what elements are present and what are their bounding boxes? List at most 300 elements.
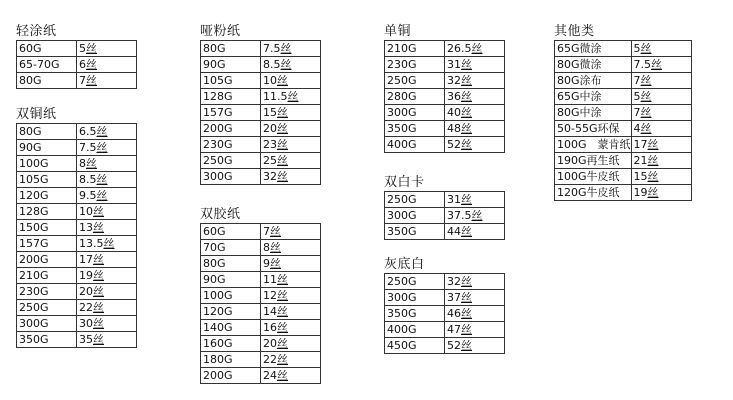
thickness-cell [261, 121, 321, 137]
thickness-value: 8 [79, 157, 86, 170]
thickness-value: 4 [633, 122, 641, 135]
thickness-value: 17 [79, 253, 93, 266]
thickness-unit: 丝 [277, 305, 288, 318]
paper-weight-cell: 100G 蒙肯纸 [555, 137, 632, 153]
thickness-unit: 丝 [277, 289, 288, 302]
paper-weight-cell: 230G [201, 137, 261, 153]
thickness-unit: 丝 [471, 42, 483, 55]
thickness-value: 9 [263, 257, 270, 270]
table-row [17, 300, 137, 316]
thickness-cell [631, 169, 691, 185]
group-shuangtong [16, 108, 137, 348]
thickness-cell [445, 290, 505, 306]
paper-weight-cell: 65G微涂 [555, 41, 632, 57]
thickness-value: 37.5 [447, 209, 472, 222]
thickness-unit: 丝 [647, 170, 659, 183]
thickness-value: 9.5 [79, 189, 97, 202]
paper-weight-cell: 230G [17, 284, 77, 300]
table-row [555, 89, 692, 105]
table-row [201, 368, 321, 384]
group-dantong [384, 25, 505, 153]
paper-table-huidi [384, 273, 505, 354]
table-row [385, 338, 505, 354]
thickness-cell [261, 256, 321, 272]
table-row [17, 124, 137, 140]
thickness-value: 13 [79, 221, 93, 234]
paper-weight-cell: 60G [201, 224, 261, 240]
thickness-value: 31 [447, 193, 461, 206]
thickness-cell [77, 220, 137, 236]
group-shuangbai [384, 176, 505, 240]
thickness-unit: 丝 [277, 170, 288, 183]
thickness-unit: 丝 [93, 333, 104, 346]
group-qita [554, 25, 692, 201]
thickness-unit: 丝 [96, 173, 108, 186]
thickness-value: 32 [263, 170, 277, 183]
thickness-unit: 丝 [647, 138, 659, 151]
thickness-unit: 丝 [93, 301, 104, 314]
thickness-cell [445, 192, 505, 208]
table-row [201, 73, 321, 89]
paper-weight-cell: 90G [201, 272, 261, 288]
table-row [385, 121, 505, 137]
thickness-cell [445, 322, 505, 338]
thickness-unit: 丝 [277, 369, 288, 382]
thickness-unit: 丝 [96, 189, 108, 202]
thickness-unit: 丝 [270, 225, 281, 238]
paper-weight-cell: 105G [17, 172, 77, 188]
thickness-cell [261, 304, 321, 320]
thickness-value: 10 [263, 74, 277, 87]
paper-table-shuangjiao [200, 223, 321, 384]
thickness-unit: 丝 [270, 241, 281, 254]
thickness-cell [261, 137, 321, 153]
thickness-cell [77, 156, 137, 172]
table-row [385, 274, 505, 290]
group-qingtu [16, 25, 137, 89]
thickness-cell [631, 89, 691, 105]
group-title-qita: 其他类 [554, 24, 595, 39]
thickness-unit: 丝 [461, 122, 472, 135]
paper-weight-cell: 450G [385, 338, 445, 354]
thickness-unit: 丝 [93, 221, 104, 234]
table-row [385, 322, 505, 338]
table-row [385, 41, 505, 57]
thickness-cell [261, 224, 321, 240]
paper-weight-cell: 70G [201, 240, 261, 256]
paper-weight-cell: 400G [385, 137, 445, 153]
table-row [17, 268, 137, 284]
thickness-value: 32 [447, 275, 461, 288]
thickness-cell [445, 208, 505, 224]
paper-weight-cell: 300G [201, 169, 261, 185]
thickness-value: 47 [447, 323, 461, 336]
table-row [555, 105, 692, 121]
thickness-cell [445, 274, 505, 290]
thickness-cell [77, 252, 137, 268]
table-row [201, 240, 321, 256]
paper-weight-cell: 210G [17, 268, 77, 284]
thickness-unit: 丝 [86, 74, 97, 87]
paper-weight-cell: 128G [201, 89, 261, 105]
thickness-value: 22 [263, 353, 277, 366]
paper-weight-cell: 157G [17, 236, 77, 252]
table-row [17, 188, 137, 204]
table-row [555, 153, 692, 169]
paper-weight-cell: 80G [17, 73, 77, 89]
thickness-cell [261, 41, 321, 57]
group-yafen [200, 25, 321, 185]
table-row [17, 220, 137, 236]
paper-weight-cell: 65-70G [17, 57, 77, 73]
thickness-value: 6 [79, 58, 86, 71]
thickness-cell [77, 57, 137, 73]
paper-weight-cell: 60G [17, 41, 77, 57]
thickness-value: 31 [447, 58, 461, 71]
thickness-cell [631, 57, 691, 73]
thickness-cell [77, 172, 137, 188]
thickness-unit: 丝 [461, 339, 472, 352]
thickness-value: 22 [79, 301, 93, 314]
thickness-unit: 丝 [280, 58, 292, 71]
thickness-value: 5 [633, 42, 641, 55]
table-row [385, 290, 505, 306]
thickness-cell [261, 105, 321, 121]
thickness-value: 23 [263, 138, 277, 151]
paper-weight-cell: 65G中涂 [555, 89, 632, 105]
thickness-cell [631, 185, 691, 201]
thickness-value: 44 [447, 225, 461, 238]
paper-weight-cell: 100G [201, 288, 261, 304]
thickness-unit: 丝 [640, 90, 652, 103]
thickness-unit: 丝 [647, 154, 659, 167]
table-row [555, 41, 692, 57]
thickness-unit: 丝 [86, 157, 97, 170]
paper-weight-cell: 400G [385, 322, 445, 338]
thickness-unit: 丝 [86, 58, 97, 71]
table-row [201, 169, 321, 185]
paper-weight-cell: 250G [201, 153, 261, 169]
thickness-cell [261, 320, 321, 336]
paper-weight-cell: 230G [385, 57, 445, 73]
table-row [201, 105, 321, 121]
thickness-value: 32 [447, 74, 461, 87]
thickness-unit: 丝 [471, 209, 483, 222]
thickness-unit: 丝 [93, 269, 104, 282]
thickness-value: 8 [263, 241, 270, 254]
thickness-unit: 丝 [93, 285, 104, 298]
table-row [385, 192, 505, 208]
thickness-unit: 丝 [461, 323, 472, 336]
paper-weight-cell: 80G [201, 41, 261, 57]
thickness-cell [445, 89, 505, 105]
thickness-value: 8.5 [263, 58, 281, 71]
thickness-value: 7 [633, 106, 641, 119]
thickness-cell [261, 73, 321, 89]
table-row [201, 352, 321, 368]
table-row [201, 336, 321, 352]
paper-weight-cell: 350G [385, 306, 445, 322]
thickness-cell [445, 121, 505, 137]
paper-weight-cell: 210G [385, 41, 445, 57]
thickness-cell [445, 338, 505, 354]
thickness-unit: 丝 [640, 74, 652, 87]
thickness-value: 46 [447, 307, 461, 320]
thickness-cell [77, 236, 137, 252]
table-row [201, 224, 321, 240]
table-row [17, 73, 137, 89]
paper-weight-cell: 80G微涂 [555, 57, 632, 73]
thickness-unit: 丝 [277, 138, 288, 151]
thickness-cell [77, 316, 137, 332]
thickness-cell [445, 137, 505, 153]
thickness-value: 20 [263, 337, 277, 350]
thickness-unit: 丝 [461, 307, 472, 320]
group-title-huidi: 灰底白 [384, 257, 425, 272]
paper-weight-cell: 180G [201, 352, 261, 368]
thickness-cell [631, 105, 691, 121]
thickness-cell [261, 57, 321, 73]
group-shuangjiao [200, 208, 321, 384]
group-huidi [384, 258, 505, 354]
table-row [17, 41, 137, 57]
thickness-cell [261, 352, 321, 368]
thickness-cell [631, 137, 691, 153]
paper-weight-cell: 200G [201, 121, 261, 137]
thickness-cell [445, 224, 505, 240]
table-row [385, 224, 505, 240]
table-row [201, 320, 321, 336]
thickness-unit: 丝 [461, 90, 472, 103]
thickness-value: 13.5 [79, 237, 104, 250]
thickness-cell [77, 73, 137, 89]
group-title-qingtu: 轻涂纸 [16, 24, 57, 39]
thickness-value: 52 [447, 138, 461, 151]
thickness-unit: 丝 [86, 42, 97, 55]
thickness-value: 48 [447, 122, 461, 135]
paper-weight-cell: 100G牛皮纸 [555, 169, 632, 185]
thickness-unit: 丝 [277, 353, 288, 366]
paper-weight-cell: 300G [385, 290, 445, 306]
thickness-value: 8.5 [79, 173, 97, 186]
paper-weight-cell: 250G [385, 192, 445, 208]
paper-table-qita [554, 40, 692, 201]
paper-weight-cell: 250G [385, 274, 445, 290]
thickness-value: 20 [79, 285, 93, 298]
thickness-value: 15 [633, 170, 648, 183]
table-row [385, 105, 505, 121]
table-row [555, 73, 692, 89]
thickness-unit: 丝 [93, 253, 104, 266]
table-row [201, 121, 321, 137]
thickness-cell [631, 73, 691, 89]
paper-weight-cell: 250G [385, 73, 445, 89]
paper-weight-cell: 200G [17, 252, 77, 268]
paper-weight-cell: 80G涂布 [555, 73, 632, 89]
thickness-unit: 丝 [96, 125, 108, 138]
thickness-value: 36 [447, 90, 461, 103]
thickness-value: 24 [263, 369, 277, 382]
thickness-value: 16 [263, 321, 277, 334]
table-row [555, 121, 692, 137]
thickness-value: 7.5 [263, 42, 281, 55]
thickness-cell [261, 368, 321, 384]
thickness-unit: 丝 [277, 337, 288, 350]
thickness-unit: 丝 [277, 74, 288, 87]
thickness-value: 25 [263, 154, 277, 167]
thickness-unit: 丝 [647, 186, 659, 199]
thickness-cell [261, 272, 321, 288]
thickness-value: 7 [633, 74, 641, 87]
thickness-cell [445, 105, 505, 121]
thickness-unit: 丝 [277, 273, 288, 286]
paper-table-shuangbai [384, 191, 505, 240]
thickness-unit: 丝 [461, 106, 472, 119]
paper-weight-cell: 300G [385, 208, 445, 224]
paper-weight-cell: 160G [201, 336, 261, 352]
thickness-cell [77, 284, 137, 300]
table-row [201, 153, 321, 169]
table-row [385, 73, 505, 89]
table-row [17, 172, 137, 188]
paper-weight-cell: 80G [17, 124, 77, 140]
thickness-cell [631, 41, 691, 57]
thickness-cell [261, 336, 321, 352]
thickness-cell [445, 57, 505, 73]
thickness-value: 19 [633, 186, 648, 199]
paper-weight-cell: 100G [17, 156, 77, 172]
table-row [201, 41, 321, 57]
paper-weight-cell: 300G [385, 105, 445, 121]
table-row [17, 252, 137, 268]
thickness-unit: 丝 [287, 90, 299, 103]
thickness-unit: 丝 [93, 317, 104, 330]
table-row [201, 57, 321, 73]
paper-weight-cell: 80G中涂 [555, 105, 632, 121]
paper-table-shuangtong [16, 123, 137, 348]
table-row [17, 57, 137, 73]
thickness-cell [445, 73, 505, 89]
thickness-unit: 丝 [640, 42, 652, 55]
thickness-cell [631, 121, 691, 137]
thickness-cell [631, 153, 691, 169]
thickness-unit: 丝 [270, 257, 281, 270]
thickness-value: 11.5 [263, 90, 288, 103]
thickness-value: 30 [79, 317, 93, 330]
thickness-value: 5 [79, 42, 86, 55]
paper-weight-cell: 300G [17, 316, 77, 332]
thickness-cell [77, 268, 137, 284]
thickness-value: 21 [633, 154, 648, 167]
thickness-value: 12 [263, 289, 277, 302]
thickness-unit: 丝 [461, 291, 472, 304]
table-row [17, 332, 137, 348]
group-title-shuangtong: 双铜纸 [16, 107, 57, 122]
thickness-unit: 丝 [280, 42, 292, 55]
paper-weight-cell: 105G [201, 73, 261, 89]
thickness-value: 7.5 [633, 58, 652, 71]
thickness-unit: 丝 [640, 122, 652, 135]
table-row [17, 156, 137, 172]
paper-table-qingtu [16, 40, 137, 89]
thickness-unit: 丝 [461, 275, 472, 288]
table-row [385, 89, 505, 105]
thickness-value: 10 [79, 205, 93, 218]
thickness-unit: 丝 [461, 58, 472, 71]
paper-weight-cell: 200G [201, 368, 261, 384]
table-row [17, 236, 137, 252]
group-title-shuangjiao: 双胶纸 [200, 207, 241, 222]
paper-table-yafen [200, 40, 321, 185]
thickness-cell [77, 204, 137, 220]
table-row [201, 137, 321, 153]
thickness-unit: 丝 [96, 141, 108, 154]
table-row [201, 272, 321, 288]
thickness-value: 37 [447, 291, 461, 304]
thickness-unit: 丝 [93, 205, 104, 218]
table-row [385, 137, 505, 153]
paper-weight-cell: 128G [17, 204, 77, 220]
thickness-value: 19 [79, 269, 93, 282]
table-row [17, 140, 137, 156]
paper-weight-cell: 140G [201, 320, 261, 336]
thickness-unit: 丝 [640, 106, 652, 119]
thickness-cell [261, 288, 321, 304]
paper-weight-cell: 80G [201, 256, 261, 272]
thickness-value: 17 [633, 138, 648, 151]
paper-weight-cell: 120G [201, 304, 261, 320]
thickness-unit: 丝 [277, 154, 288, 167]
thickness-cell [77, 332, 137, 348]
thickness-unit: 丝 [277, 321, 288, 334]
thickness-cell [445, 306, 505, 322]
paper-weight-cell: 50-55G环保 [555, 121, 632, 137]
table-row [555, 57, 692, 73]
group-title-yafen: 哑粉纸 [200, 24, 241, 39]
thickness-unit: 丝 [103, 237, 115, 250]
thickness-value: 14 [263, 305, 277, 318]
thickness-value: 7 [263, 225, 270, 238]
paper-weight-cell: 350G [385, 224, 445, 240]
table-row [555, 185, 692, 201]
paper-weight-cell: 250G [17, 300, 77, 316]
paper-weight-cell: 190G再生纸 [555, 153, 632, 169]
thickness-cell [261, 89, 321, 105]
thickness-unit: 丝 [461, 74, 472, 87]
paper-weight-cell: 350G [17, 332, 77, 348]
paper-table-dantong [384, 40, 505, 153]
thickness-cell [445, 41, 505, 57]
table-row [201, 304, 321, 320]
thickness-value: 7.5 [79, 141, 97, 154]
thickness-value: 26.5 [447, 42, 472, 55]
thickness-value: 5 [633, 90, 641, 103]
thickness-cell [77, 188, 137, 204]
table-row [201, 288, 321, 304]
table-row [385, 208, 505, 224]
table-row [385, 306, 505, 322]
thickness-unit: 丝 [651, 58, 663, 71]
thickness-value: 11 [263, 273, 277, 286]
thickness-cell [77, 41, 137, 57]
thickness-value: 35 [79, 333, 93, 346]
paper-weight-cell: 157G [201, 105, 261, 121]
thickness-unit: 丝 [461, 225, 472, 238]
paper-weight-cell: 120G牛皮纸 [555, 185, 632, 201]
table-row [555, 169, 692, 185]
thickness-cell [261, 169, 321, 185]
thickness-cell [77, 124, 137, 140]
